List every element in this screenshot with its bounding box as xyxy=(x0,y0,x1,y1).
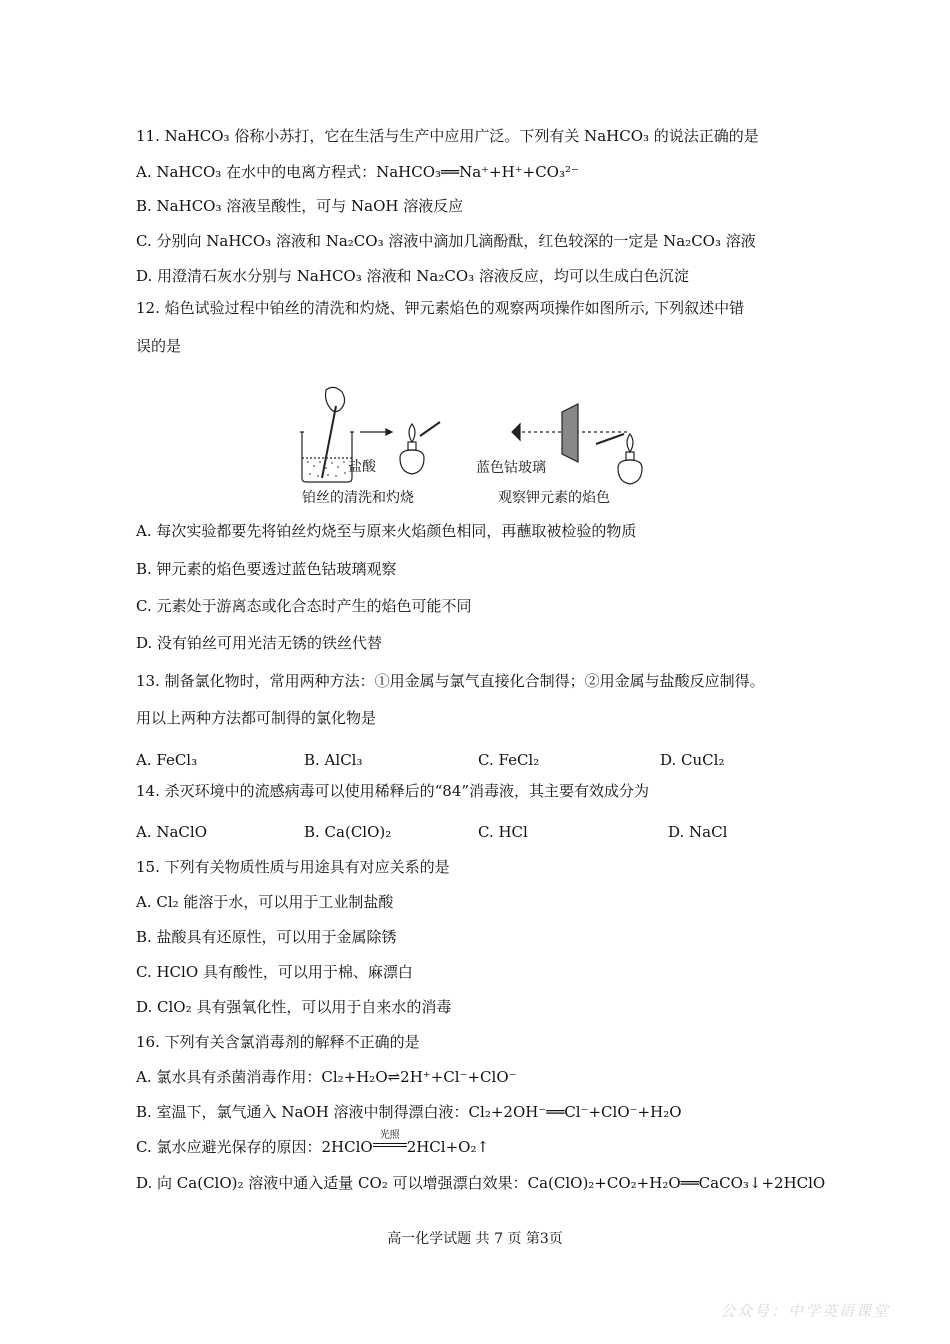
q12-stem-line2: 误的是 xyxy=(136,337,182,355)
q11-option-d: D. 用澄清石灰水分别与 NaHCO₃ 溶液和 Na₂CO₃ 溶液反应，均可以生成白色沉淀 xyxy=(136,267,689,285)
q12-stem-line1: 12. 焰色试验过程中铂丝的清洗和灼烧、钾元素焰色的观察两项操作如图所示, 下列叙述中错 xyxy=(136,299,745,317)
q13-option-d: D. CuCl₂ xyxy=(660,751,725,769)
watermark: 公众号：中学英语课堂 xyxy=(719,1302,890,1320)
q16-option-c-prefix: C. 氯水应避光保存的原因：2HClO xyxy=(136,1138,373,1156)
q15-stem: 15. 下列有关物质性质与用途具有对应关系的是 xyxy=(136,858,450,876)
q16-stem: 16. 下列有关含氯消毒剂的解释不正确的是 xyxy=(136,1033,420,1051)
page-footer: 高一化学试题 共 7 页 第3页 xyxy=(387,1231,563,1247)
q14-option-a: A. NaClO xyxy=(136,823,208,841)
q11-option-c: C. 分别向 NaHCO₃ 溶液和 Na₂CO₃ 溶液中滴加几滴酚酞，红色较深的一定是 Na₂CO₃ 溶液 xyxy=(136,232,756,250)
flame-test-figure xyxy=(290,380,670,510)
flame-test-diagram xyxy=(290,380,670,510)
q16-option-c xyxy=(136,1130,490,1157)
q15-option-b: B. 盐酸具有还原性，可以用于金属除锈 xyxy=(136,928,397,946)
q13-option-b: B. AlCl₃ xyxy=(304,751,363,769)
q16-option-b: B. 室温下，氯气通入 NaOH 溶液中制得漂白液：Cl₂+2OH⁻══Cl⁻+ClO⁻+H₂O xyxy=(136,1103,682,1121)
light-condition-label: 光照 xyxy=(379,1130,400,1141)
q15-option-d: D. ClO₂ 具有强氧化性，可以用于自来水的消毒 xyxy=(136,998,452,1016)
q11-option-a: A. NaHCO₃ 在水中的电离方程式：NaHCO₃══Na⁺+H⁺+CO₃²⁻ xyxy=(136,163,579,181)
eye-shape xyxy=(512,424,520,440)
q12-option-d: D. 没有铂丝可用光洁无锈的铁丝代替 xyxy=(136,634,383,652)
cobalt-glass xyxy=(562,404,578,462)
light-condition-arrow xyxy=(373,1130,407,1152)
q12-option-b: B. 钾元素的焰色要透过蓝色钴玻璃观察 xyxy=(136,560,397,578)
q13-option-a: A. FeCl₃ xyxy=(136,751,198,769)
hcl-liquid xyxy=(307,461,346,477)
caption-left: 铂丝的清洗和灼烧 xyxy=(302,490,414,506)
lamp-left xyxy=(400,450,424,474)
lamp-right xyxy=(618,460,642,484)
q13-stem-line1: 13. 制备氯化物时，常用两种方法：①用金属与氯气直接化合制得；②用金属与盐酸反应制得。 xyxy=(136,672,765,690)
q14-option-c: C. HCl xyxy=(478,823,528,841)
hcl-label: 盐酸 xyxy=(348,459,376,475)
caption-right: 观察钾元素的焰色 xyxy=(498,490,610,506)
q15-option-c: C. HClO 具有酸性，可以用于棉、麻漂白 xyxy=(136,963,413,981)
q16-option-c-suffix: 2HCl+O₂↑ xyxy=(406,1138,490,1156)
q11-stem: 11. NaHCO₃ 俗称小苏打，它在生活与生产中应用广泛。下列有关 NaHCO₃ 的说法正确的是 xyxy=(136,127,759,145)
q14-stem: 14. 杀灭环境中的流感病毒可以使用稀释后的“84”消毒液，其主要有效成分为 xyxy=(136,782,650,800)
q15-option-a: A. Cl₂ 能溶于水，可以用于工业制盐酸 xyxy=(136,893,394,911)
q11-option-b: B. NaHCO₃ 溶液呈酸性，可与 NaOH 溶液反应 xyxy=(136,197,464,215)
q14-option-d: D. NaCl xyxy=(668,823,728,841)
q13-stem-line2: 用以上两种方法都可制得的氯化物是 xyxy=(136,709,377,727)
q16-option-a: A. 氯水具有杀菌消毒作用：Cl₂+H₂O⇌2H⁺+Cl⁻+ClO⁻ xyxy=(136,1068,517,1086)
q14-option-b: B. Ca(ClO)₂ xyxy=(304,823,392,841)
q12-option-c: C. 元素处于游离态或化合态时产生的焰色可能不同 xyxy=(136,597,472,615)
q13-option-c: C. FeCl₂ xyxy=(478,751,540,769)
cobalt-glass-label: 蓝色钴玻璃 xyxy=(476,460,546,476)
q12-option-a: A. 每次实验都要先将铂丝灼烧至与原来火焰颜色相同，再蘸取被检验的物质 xyxy=(136,522,637,540)
q16-option-d: D. 向 Ca(ClO)₂ 溶液中通入适量 CO₂ 可以增强漂白效果：Ca(ClO)₂+CO₂+H₂O══CaCO₃↓+2HClO xyxy=(136,1174,826,1192)
